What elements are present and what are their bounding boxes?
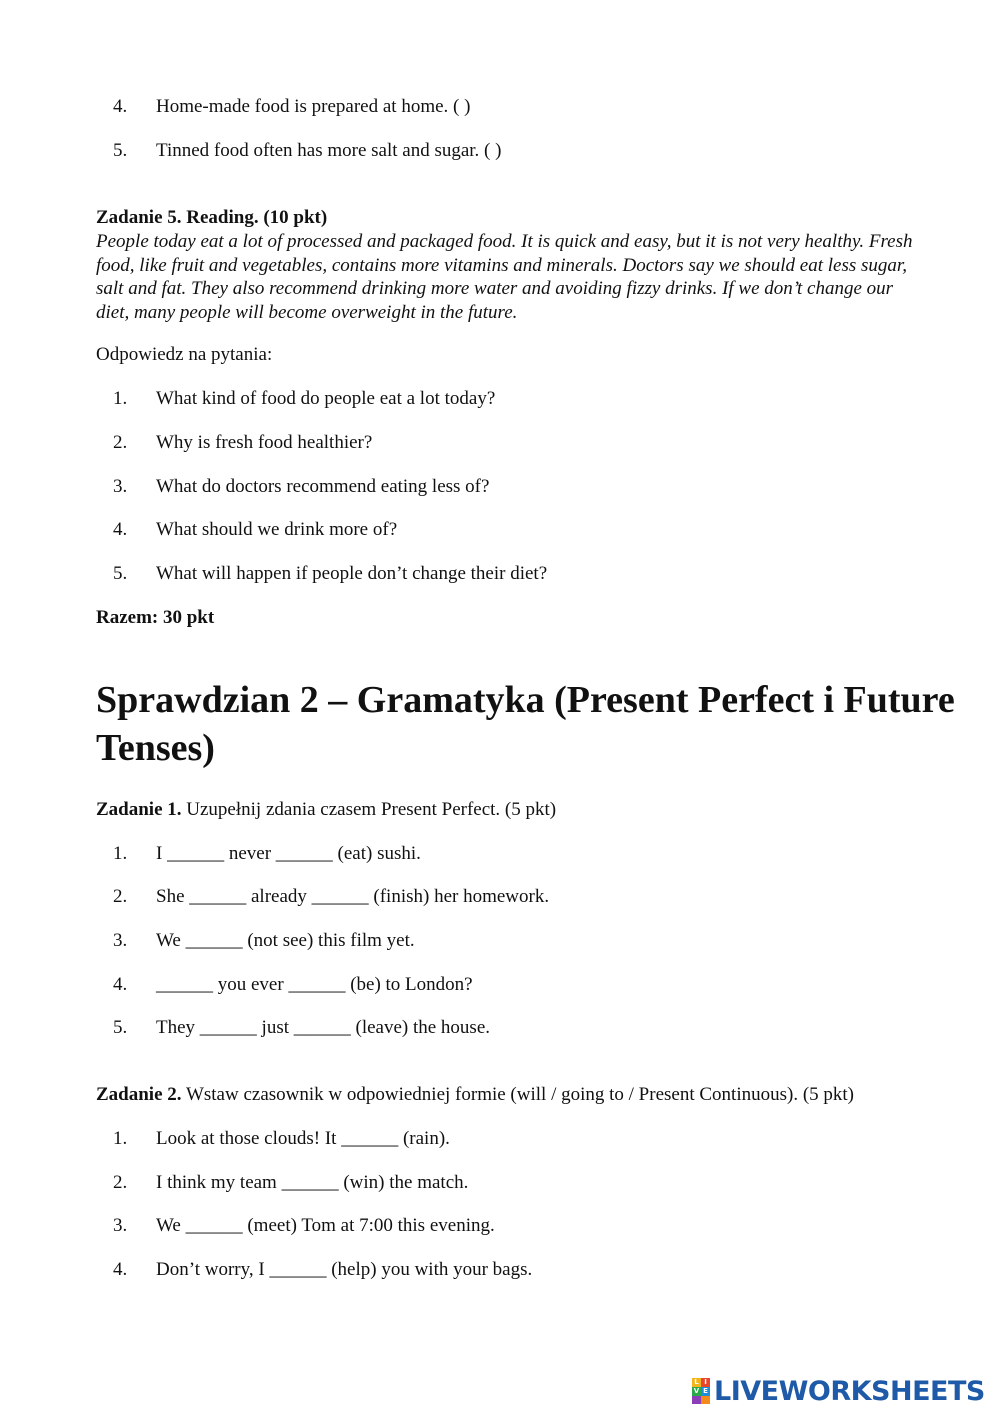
item-number: 5.: [113, 563, 128, 584]
logo-mark-cell: [692, 1396, 701, 1404]
item-text: Home-made food is prepared at home. ( ): [156, 96, 471, 117]
item-text: Don’t worry, I ______ (help) you with your bags.: [156, 1259, 533, 1280]
item-text: She ______ already ______ (finish) her homework.: [156, 886, 550, 907]
logo-mark-cell: L: [692, 1378, 701, 1387]
item-text: What do doctors recommend eating less of?: [156, 476, 490, 497]
item-text: I think my team ______ (win) the match.: [156, 1172, 469, 1193]
item-text: We ______ (meet) Tom at 7:00 this evening.: [156, 1215, 495, 1236]
task5-instruction: Odpowiedz na pytania:: [96, 344, 273, 365]
item-number: 4.: [113, 974, 128, 995]
item-number: 2.: [113, 886, 128, 907]
item-number: 1.: [113, 1128, 128, 1149]
task5-heading: Zadanie 5. Reading. (10 pkt): [96, 207, 328, 228]
logo-mark-cell: V: [693, 1387, 700, 1395]
item-number: 2.: [113, 1172, 128, 1193]
reading-passage: People today eat a lot of processed and packaged food. It is quick and easy, but it is not very healthy. Fresh food, like fruit and vegetables, contains more vitamins and minerals. Doctors say we should eat less sugar, salt and fat. They also recommend drinking more water and avoiding fizzy drinks. If we don’t change our diet, many people will become overweight in the future.: [96, 231, 913, 323]
item-number: 1.: [113, 843, 128, 864]
logo-mark-cell: [701, 1396, 710, 1404]
item-number: 3.: [113, 930, 128, 951]
item-number: 2.: [113, 432, 128, 453]
item-text: What will happen if people don’t change their diet?: [156, 563, 548, 584]
item-number: 4.: [113, 519, 128, 540]
logo-text: LIVEWORKSHEETS: [714, 1375, 985, 1407]
task1-heading: [96, 798, 556, 822]
liveworksheets-logo[interactable]: [692, 1374, 985, 1408]
task2-instruction: Wstaw czasownik w odpowiedniej formie (will / going to / Present Continuous). (5 pkt): [181, 1084, 854, 1105]
item-text: ______ you ever ______ (be) to London?: [156, 974, 473, 995]
logo-mark-cell: E: [701, 1387, 710, 1396]
item-number: 5.: [113, 1017, 128, 1038]
task1-label: Zadanie 1.: [96, 799, 182, 820]
item-number: 3.: [113, 476, 128, 497]
item-text: Why is fresh food healthier?: [156, 432, 373, 453]
item-text: Tinned food often has more salt and sugar. ( ): [156, 140, 502, 161]
item-text: What kind of food do people eat a lot today?: [156, 388, 496, 409]
logo-mark-icon: [692, 1378, 710, 1404]
task2-heading: [96, 1083, 854, 1107]
item-number: 1.: [113, 388, 128, 409]
item-number: 4.: [113, 1259, 128, 1280]
item-text: Look at those clouds! It ______ (rain).: [156, 1128, 450, 1149]
total-points: Razem: 30 pkt: [96, 607, 215, 628]
item-text: What should we drink more of?: [156, 519, 398, 540]
item-number: 3.: [113, 1215, 128, 1236]
task1-instruction: Uzupełnij zdania czasem Present Perfect. (5 pkt): [181, 799, 557, 820]
item-text: I ______ never ______ (eat) sushi.: [156, 843, 421, 864]
logo-mark-cell: I: [701, 1378, 710, 1387]
task2-label: Zadanie 2.: [96, 1084, 182, 1105]
item-text: They ______ just ______ (leave) the house.: [156, 1017, 491, 1038]
page-title: Sprawdzian 2 – Gramatyka (Present Perfect i Future Tenses): [96, 679, 955, 769]
item-number: 5.: [113, 140, 128, 161]
item-number: 4.: [113, 96, 128, 117]
item-text: We ______ (not see) this film yet.: [156, 930, 415, 951]
